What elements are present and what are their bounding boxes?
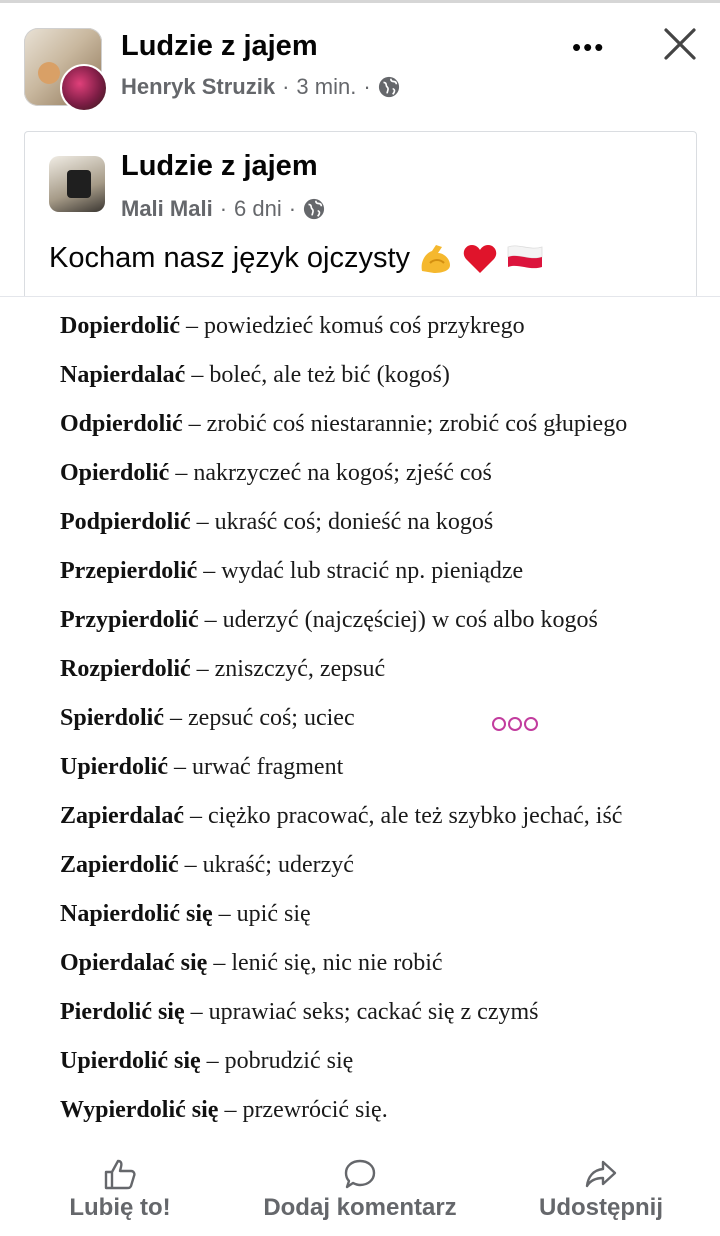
share-label: Udostępnij <box>539 1194 663 1221</box>
definition-term: Zapierdalać <box>60 803 184 829</box>
definition-dash: – <box>204 607 217 633</box>
definition-text: wydać lub stracić np. pieniądze <box>221 558 524 584</box>
definition-line <box>60 411 627 438</box>
definition-line <box>60 362 450 389</box>
definition-dash: – <box>206 1048 219 1074</box>
definition-line <box>60 901 311 928</box>
definition-dash: – <box>188 411 201 437</box>
shared-post-time[interactable]: 6 dni <box>234 196 282 221</box>
red-heart-icon <box>462 243 498 275</box>
definition-text: zrobić coś niestarannie; zrobić coś głupiego <box>206 411 628 437</box>
definition-term: Dopierdolić <box>60 313 180 339</box>
definition-line <box>60 313 525 340</box>
definition-text: ukraść coś; donieść na kogoś <box>214 509 494 535</box>
definition-text: uprawiać seks; cackać się z czymś <box>208 999 539 1025</box>
definition-text: boleć, ale też bić (kogoś) <box>209 362 450 388</box>
definition-line <box>60 656 385 683</box>
definition-text: pobrudzić się <box>224 1048 354 1074</box>
shared-post-text-row <box>49 242 542 275</box>
definition-text: ciężko pracować, ale też szybko jechać, iść <box>208 803 623 829</box>
definition-line <box>60 950 443 977</box>
close-icon[interactable] <box>660 24 700 64</box>
flexed-biceps-icon <box>418 243 454 275</box>
definition-line <box>60 1097 388 1124</box>
share-icon <box>536 1158 666 1190</box>
definition-term: Spierdolić <box>60 705 165 731</box>
author-name[interactable]: Henryk Struzik <box>121 74 276 99</box>
definition-dash: – <box>170 705 183 731</box>
globe-icon <box>303 198 325 220</box>
definition-line <box>60 754 343 781</box>
definition-line <box>60 460 492 487</box>
definition-dash: – <box>191 362 204 388</box>
definition-dash: – <box>213 950 226 976</box>
definition-text: zniszczyć, zepsuć <box>214 656 386 682</box>
definition-text: powiedzieć komuś coś przykrego <box>204 313 525 339</box>
definition-term: Odpierdolić <box>60 411 183 437</box>
meta-separator: · <box>219 196 228 221</box>
definition-term: Upierdolić <box>60 754 168 780</box>
definition-term: Zapierdolić <box>60 852 179 878</box>
meta-separator: · <box>282 74 290 99</box>
definition-text: ukraść; uderzyć <box>202 852 354 878</box>
post-meta <box>121 74 400 100</box>
shared-post-card[interactable] <box>24 131 697 302</box>
definition-line <box>60 705 355 732</box>
top-border <box>0 0 720 3</box>
group-name[interactable]: Ludzie z jajem <box>121 30 318 62</box>
shared-group-name[interactable]: Ludzie z jajem <box>121 150 318 182</box>
definition-term: Opierdalać się <box>60 950 208 976</box>
group-avatar[interactable] <box>24 28 106 110</box>
definition-term: Pierdolić się <box>60 999 185 1025</box>
post-header <box>0 24 720 114</box>
more-options-icon[interactable]: ••• <box>572 32 606 62</box>
post-actions-bar <box>0 1150 720 1236</box>
definition-text: przewrócić się. <box>242 1097 388 1123</box>
definition-dash: – <box>218 901 231 927</box>
definition-term: Napierdolić się <box>60 901 213 927</box>
definition-line <box>60 509 493 536</box>
definition-line <box>60 607 598 634</box>
thumbs-up-icon <box>68 1158 172 1190</box>
definition-dash: – <box>224 1097 237 1123</box>
shared-post-meta <box>121 196 325 222</box>
definition-dash: – <box>174 754 186 780</box>
definition-term: Przepierdolić <box>60 558 198 584</box>
poland-flag-icon <box>506 243 542 275</box>
definition-term: Upierdolić się <box>60 1048 201 1074</box>
post-time[interactable]: 3 min. <box>296 74 357 99</box>
meta-separator: · <box>363 74 371 99</box>
definition-dash: – <box>190 803 202 829</box>
shared-post-text: Kocham nasz język ojczysty <box>49 242 411 274</box>
definition-term: Wypierdolić się <box>60 1097 219 1123</box>
comment-button[interactable] <box>258 1158 462 1222</box>
definition-text: upić się <box>236 901 311 927</box>
definition-term: Przypierdolić <box>60 607 199 633</box>
post-image[interactable] <box>0 297 720 1147</box>
definition-dash: – <box>196 656 209 682</box>
like-label: Lubię to! <box>69 1194 171 1221</box>
definition-text: uderzyć (najczęściej) w coś albo kogoś <box>222 607 598 633</box>
definition-dash: – <box>175 460 188 486</box>
like-button[interactable] <box>68 1158 172 1222</box>
comment-label: Dodaj komentarz <box>263 1194 457 1221</box>
definition-line <box>60 803 622 830</box>
definition-text: lenić się, nic nie robić <box>231 950 443 976</box>
definition-term: Podpierdolić <box>60 509 191 535</box>
definition-line <box>60 852 354 879</box>
definition-text: nakrzyczeć na kogoś; zjeść coś <box>193 460 492 486</box>
meta-separator: · <box>288 196 297 221</box>
definition-line <box>60 558 523 585</box>
definition-dash: – <box>184 852 197 878</box>
definition-dash: – <box>203 558 216 584</box>
definition-term: Rozpierdolić <box>60 656 191 682</box>
comment-icon <box>258 1158 462 1190</box>
definition-term: Opierdolić <box>60 460 170 486</box>
shared-author-name[interactable]: Mali Mali <box>121 196 213 221</box>
author-avatar[interactable] <box>60 64 108 112</box>
definition-dash: – <box>196 509 209 535</box>
definition-dash: – <box>186 313 198 339</box>
globe-icon <box>378 76 400 98</box>
shared-group-avatar[interactable] <box>49 156 105 212</box>
definition-dash: – <box>190 999 203 1025</box>
share-button[interactable] <box>536 1158 666 1222</box>
loading-indicator <box>492 717 538 735</box>
definition-text: urwać fragment <box>192 754 344 780</box>
definition-line <box>60 999 538 1026</box>
definition-term: Napierdalać <box>60 362 186 388</box>
definition-line <box>60 1048 353 1075</box>
definition-text: zepsuć coś; uciec <box>188 705 355 731</box>
